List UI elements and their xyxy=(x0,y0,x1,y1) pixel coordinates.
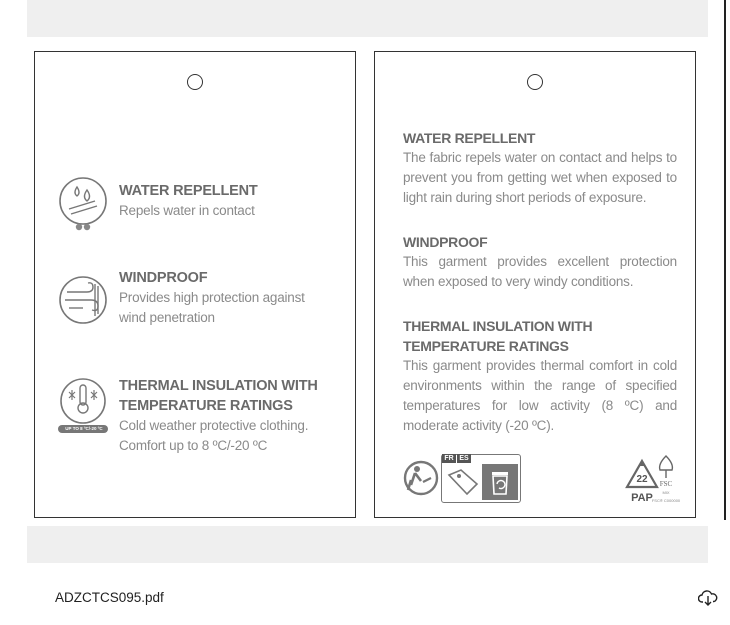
section-title: THERMAL INSULATION WITH TEMPERATURE RATINGS xyxy=(403,318,593,354)
feature-description: Repels water in contact xyxy=(119,203,255,218)
attachment-filename[interactable]: ADZCTCS095.pdf xyxy=(55,590,164,605)
info-tri-badge xyxy=(441,454,521,503)
fsc-code: FSC® C000000 xyxy=(651,498,681,503)
fsc-sub: MIX xyxy=(662,490,670,495)
section-description: The fabric repels water on contact and helps to prevent you from getting wet when exposed to light rain during short periods of exposure. xyxy=(403,150,677,205)
triman-icon xyxy=(403,460,439,496)
lang-es: ES xyxy=(457,454,471,463)
feature-description: Cold weather protective clothing. Comfort up to 8 ºC/-20 ºC xyxy=(119,418,309,453)
fsc-tree-icon xyxy=(654,454,678,480)
feature-title: WINDPROOF xyxy=(119,270,208,286)
viewer-top-bar xyxy=(27,0,708,37)
lang-fr: FR xyxy=(442,454,456,463)
care-logos xyxy=(401,450,681,510)
feature-title: THERMAL INSULATION WITH TEMPERATURE RATINGS xyxy=(119,378,318,414)
section-title: WINDPROOF xyxy=(403,234,488,250)
wind-icon xyxy=(57,270,113,334)
hang-tag-front xyxy=(34,51,356,518)
section-windproof xyxy=(403,232,677,292)
feature-description: Provides high protection against wind penetration xyxy=(119,290,305,325)
bin-box xyxy=(482,464,518,500)
section-description: This garment provides excellent protection when exposed to very windy conditions. xyxy=(403,254,677,289)
tag-hole xyxy=(187,74,203,90)
feature-title: WATER REPELLENT xyxy=(119,183,258,199)
section-description: This garment provides thermal comfort in cold environments within the range of specified temperatures for low activity (8 ºC) and moderate activity (-20 ºC). xyxy=(403,358,677,433)
cloud-download-icon[interactable] xyxy=(698,589,718,607)
tag-icon xyxy=(446,467,480,497)
water-repellent-icon xyxy=(57,171,113,235)
recycle-code: PAP xyxy=(631,492,653,504)
viewer-bottom-bar xyxy=(27,526,708,563)
tag-hole xyxy=(527,74,543,90)
section-water-repellent xyxy=(403,128,677,208)
fsc-label: FSC xyxy=(659,480,673,488)
bin-icon xyxy=(482,464,518,500)
recycle-number: 22 xyxy=(636,474,648,485)
section-thermal xyxy=(403,316,677,436)
section-title: WATER REPELLENT xyxy=(403,130,536,146)
hang-tag-back xyxy=(374,51,696,518)
temperature-badge: UP TO 8 ºC/-20 ºC xyxy=(65,426,103,431)
page-edge-line xyxy=(724,0,726,520)
